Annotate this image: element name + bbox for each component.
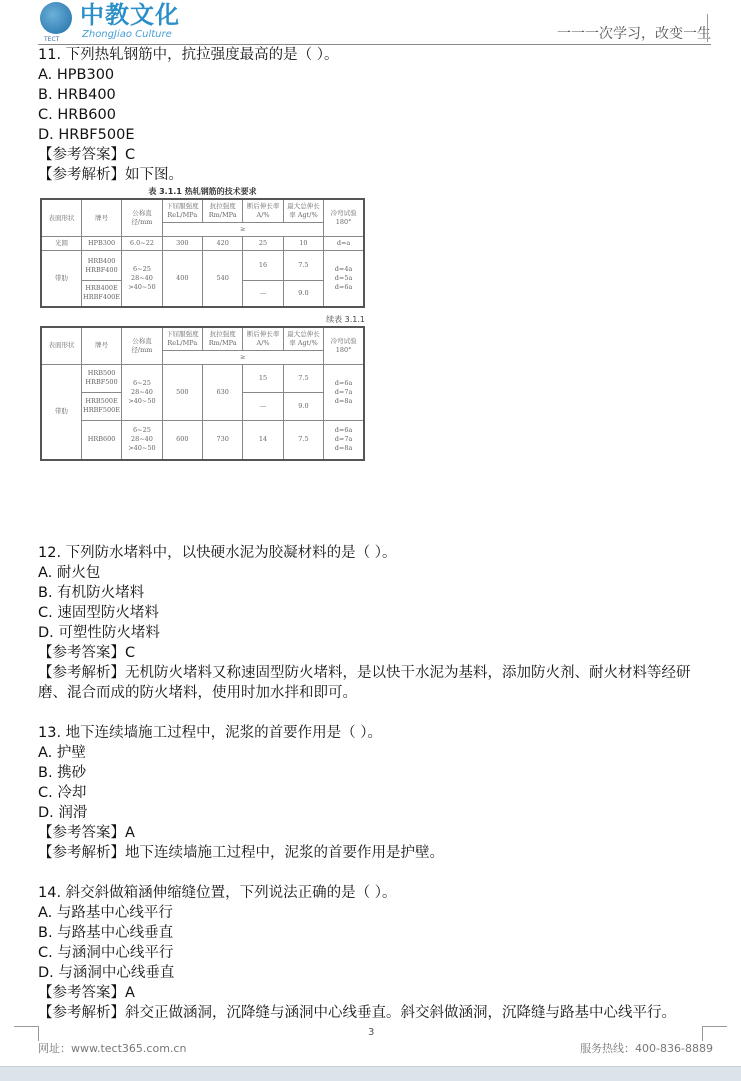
question-12-block [38,543,718,703]
td: 630 [203,364,243,420]
question-11-block [38,45,718,185]
th: 断后伸长率 A/% [243,199,283,223]
td: 25 [243,237,283,251]
th: 表面形状 [41,199,81,237]
td: HRB500E HRBF500E [81,392,121,420]
td: HPB300 [81,237,121,251]
th: 下屈服强度 ReL/MPa [162,199,202,223]
th: ≥ [162,223,324,237]
question-11: 11. 下列热轧钢筋中，抗拉强度最高的是（ ）。 [38,47,339,63]
rebar-table [40,198,365,308]
analysis: 【参考解析】斜交正做涵洞，沉降缝与涵洞中心线垂直。斜交斜做涵洞，沉降缝与路基中心线平行。 [38,1005,676,1021]
td: 400 [162,251,202,307]
th: ≥ [162,350,324,364]
analysis: 【参考解析】如下图。 [38,167,183,183]
table-image-1 [40,186,365,524]
table-caption: 表 3.1.1 热轧钢筋的技术要求 [148,187,257,196]
option: D. 与涵洞中心线垂直 [38,965,175,981]
td: 15 [243,364,283,392]
td: d=6a d=7a d=8a [324,364,364,420]
option: A. HPB300 [38,67,115,83]
corner-mark [707,14,709,42]
td: d=6a d=7a d=8a [324,420,364,460]
th: 表面形状 [41,327,81,365]
td: 500 [162,364,202,420]
question-12: 12. 下列防水堵料中，以快硬水泥为胶凝材料的是（ ）。 [38,545,397,561]
option: C. HRB600 [38,107,116,123]
rebar-table-continued [40,326,365,462]
th: 牌号 [81,327,121,365]
option: A. 与路基中心线平行 [38,905,173,921]
logo-emblem-icon [40,2,72,34]
td: 6.0~22 [122,237,162,251]
td: 9.0 [283,392,323,420]
corner-mark [14,1026,39,1041]
td: — [243,281,283,307]
option: B. 携砂 [38,765,87,781]
td: d=a [324,237,364,251]
td: 9.0 [283,281,323,307]
th: 断后伸长率 A/% [243,327,283,351]
td: 300 [162,237,202,251]
analysis: 【参考解析】无机防火堵料又称速固型防火堵料，是以快干水泥为基料，添加防火剂、耐火材料等经研磨、混合而成的防火堵料，使用时加水拌和即可。 [38,665,691,701]
footer-hotline: 服务热线：400-836-8889 [580,1042,713,1055]
option: D. 润滑 [38,805,88,821]
answer: 【参考答案】A [38,985,135,1001]
td: HRB400E HRBF400E [81,281,121,307]
question-14: 14. 斜交斜做箱涵伸缩缝位置，下列说法正确的是（ ）。 [38,885,397,901]
td: 6~25 28~40 >40~50 [122,420,162,460]
option: C. 速固型防火堵料 [38,605,159,621]
td: HRB500 HRBF500 [81,364,121,392]
page-number: 3 [368,1027,375,1038]
td: 600 [162,420,202,460]
th: 公称直径/mm [122,327,162,365]
th: 最大总伸长率 Agt/% [283,199,323,223]
td: 730 [203,420,243,460]
th: 下屈服强度 ReL/MPa [162,327,202,351]
footer-website: 网址：www.tect365.com.cn [38,1042,187,1055]
td: — [243,392,283,420]
question-13-block [38,723,718,863]
option: D. 可塑性防火堵料 [38,625,160,641]
th: 冷弯试验 180° [324,327,364,365]
logo-en: ZhongJiao Culture [82,29,172,40]
td: HRB400 HRBF400 [81,251,121,281]
td: 10 [283,237,323,251]
td: 7.5 [283,251,323,281]
option: B. 有机防火堵料 [38,585,145,601]
viewer-bottom-bar [0,1066,741,1081]
option: A. 耐火包 [38,565,101,581]
logo [40,2,200,42]
td: 7.5 [283,364,323,392]
question-13: 13. 地下连续墙施工过程中，泥浆的首要作用是（ ）。 [38,725,383,741]
td: 420 [203,237,243,251]
option: C. 与涵洞中心线平行 [38,945,174,961]
td: d=4a d=5a d=6a [324,251,364,307]
th: 牌号 [81,199,121,237]
th: 公称直径/mm [122,199,162,237]
th: 抗拉强度 Rm/MPa [203,327,243,351]
answer: 【参考答案】A [38,825,135,841]
corner-mark [702,1026,727,1041]
td: HRB600 [81,420,121,460]
td: 6~25 28~40 >40~50 [122,251,162,307]
analysis: 【参考解析】地下连续墙施工过程中，泥浆的首要作用是护壁。 [38,845,444,861]
td: 光圆 [41,237,81,251]
logo-abbr: TECT [44,36,60,43]
option: D. HRBF500E [38,127,135,143]
logo-cn: 中教文化 [80,1,180,29]
option: B. 与路基中心线垂直 [38,925,174,941]
option: B. HRB400 [38,87,116,103]
question-14-block [38,883,718,1023]
th: 冷弯试验 180° [324,199,364,237]
option: A. 护壁 [38,745,86,761]
td: 带肋 [41,364,81,460]
header-slogan: 一一一次学习，改变一生 [557,26,711,42]
th: 抗拉强度 Rm/MPa [203,199,243,223]
th: 最大总伸长率 Agt/% [283,327,323,351]
answer: 【参考答案】C [38,645,136,661]
td: 14 [243,420,283,460]
td: 带肋 [41,251,81,307]
td: 7.5 [283,420,323,460]
td: 16 [243,251,283,281]
td: 540 [203,251,243,307]
answer: 【参考答案】C [38,147,136,163]
option: C. 冷却 [38,785,87,801]
table-caption: 续表 3.1.1 [326,314,365,324]
td: 6~25 28~40 >40~50 [122,364,162,420]
